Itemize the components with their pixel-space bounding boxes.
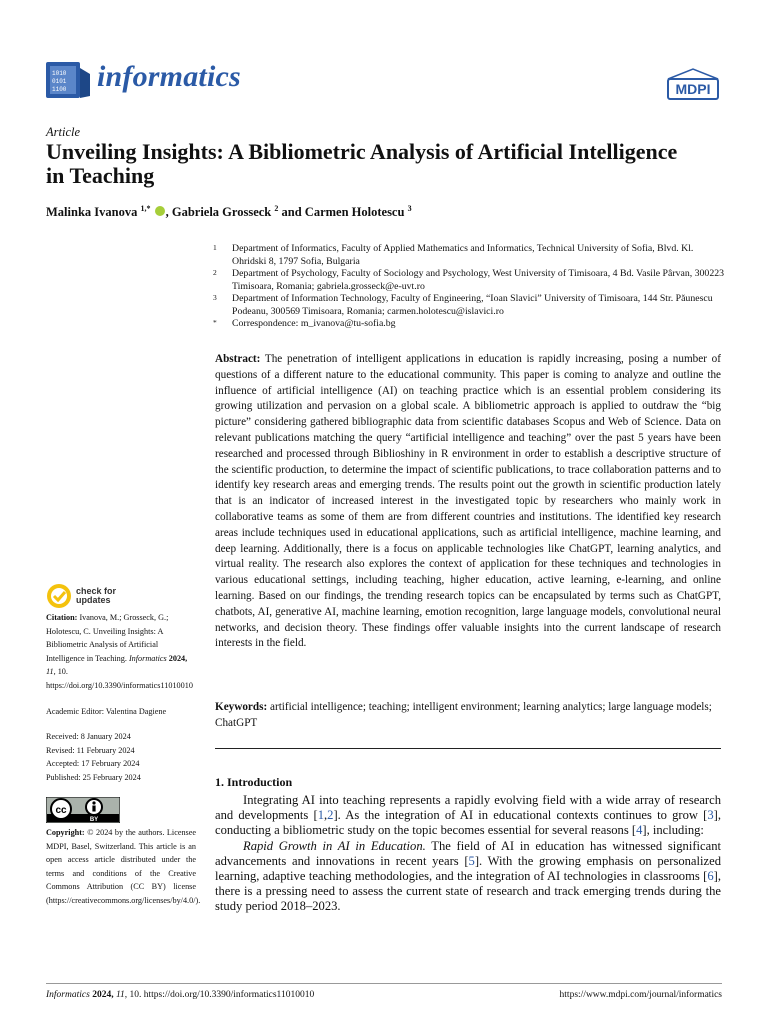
- mdpi-logo-text: MDPI: [675, 81, 711, 97]
- author-name: Carmen Holotescu: [304, 205, 405, 220]
- footer-citation: Informatics 2024, 11, 10. https://doi.org/10.3390/informatics11010010: [46, 990, 315, 1000]
- abstract-text: The penetration of intelligent applications in education is rapidly increasing, posing a number of questions of a different nature to the educational community. This paper is coming to analyze and outline the influence of artificial intelligence (AI) on teaching practice which is an essential problem considering its growing utilization and pervasion on a global scale. A bibliometric approach is applied to outdraw the “big picture” considering gathered bibliographic data from scientific databases Scopus and Web of Science. Data on relevant publications matching the query “artificial intelligence and teaching” over the past 5 years have been researched and processed through Biblioshiny in R environment in order to establish a descriptive structure of the scientific production, to determine the impact of scientific publications, to trace collaboration patterns and to identify key research areas and emerging trends. The results point out the growth in scientific production lately that is an indicator of increased interest in the investigated topic by researchers who mainly work in collaborative teams as some of them are from different countries and institutions. The identified key research areas include techniques used in educational applications, such as artificial intelligence, machine learning, and deep learning. Additionally, there is a focus on applicable technologies like ChatGPT, learning analytics, and virtual reality. The research also explores the context of application for these techniques and technologies in various educational settings, including teaching, higher education, active learning, e-learning, and online learning. Based on our findings, the trending research topics can be encapsulated by terms such as ChatGPT, chatbots, AI, generative AI, machine learning, emotion recognition, large language models, convolutional neural networks, and decision theory. These findings offer valuable insights into the current landscape of research interests in the field.: [215, 353, 721, 650]
- divider: [215, 748, 721, 749]
- svg-text:0101: 0101: [52, 78, 67, 85]
- journal-name: informatics: [97, 60, 241, 93]
- author-affil-sup: 3: [407, 204, 412, 213]
- check-updates-line2: updates: [76, 595, 111, 605]
- paragraph-text: ,: [324, 808, 328, 823]
- reference-link[interactable]: 2: [327, 808, 334, 823]
- body-paragraph: [215, 793, 721, 839]
- affiliation: 3 Department of Information Technology, Faculty of Engineering, “Ioan Slavici” University of Timisoara, 144 Str. Păunescu Podeanu, 300569 Timisoara, Romania; carmen.holotescu@islavici.ro: [213, 293, 713, 317]
- footer-journal-url[interactable]: https://www.mdpi.com/journal/informatics: [559, 990, 722, 1000]
- citation-block: [46, 611, 196, 692]
- svg-text:cc: cc: [55, 805, 67, 816]
- article-title: Unveiling Insights: A Bibliometric Analysis of Artificial Intelligence in Teaching: [46, 139, 678, 188]
- published-date: Published: 25 February 2024: [46, 772, 141, 782]
- reference-link[interactable]: 6: [707, 869, 714, 884]
- citation-doi[interactable]: 10. https://doi.org/10.3390/informatics11010010: [46, 667, 193, 690]
- check-for-updates-button[interactable]: [46, 583, 116, 609]
- author-affil-sup: 1,*: [140, 204, 151, 213]
- paragraph-text: ]. With the growing emphasis on personalized learning, adaptive teaching methodologies, and the integration of AI technologies in classrooms [: [215, 853, 721, 884]
- received-date: Received: 8 January 2024: [46, 732, 131, 741]
- copyright-text: © 2024 by the authors. Licensee MDPI, Basel, Switzerland. This article is an open access article distributed under the terms and conditions of the Creative Commons Attribution (CC BY) license (https://creativecommons.org/licenses/by/4.0/).: [46, 828, 201, 905]
- emphasis-text: Rapid Growth in AI in Education.: [243, 838, 426, 853]
- paragraph-text: ], there is a pressing need to assess the current state of research and track emerging trends during the study period 2018–2023.: [215, 869, 721, 914]
- affiliation-list: [210, 243, 725, 331]
- reference-link[interactable]: 3: [707, 808, 714, 823]
- journal-cover-icon: [44, 60, 92, 100]
- correspondence: * Correspondence: m_ivanova@tu-sofia.bg: [213, 318, 396, 329]
- reference-link[interactable]: 5: [468, 853, 475, 868]
- mdpi-logo: [664, 67, 722, 101]
- citation-label: Citation:: [46, 613, 78, 622]
- author-name: Gabriela Grosseck: [171, 205, 272, 220]
- body-paragraph: [215, 839, 721, 915]
- keywords-text: artificial intelligence; teaching; intelligent environment; learning analytics; large language models; ChatGPT: [215, 701, 712, 729]
- author-name: Malinka Ivanova: [46, 205, 138, 220]
- citation-journal: Informatics: [128, 653, 167, 663]
- svg-text:1010: 1010: [52, 70, 67, 77]
- affiliation: 1 Department of Informatics, Faculty of Applied Mathematics and Informatics, Technical University of Sofia, Blvd. Kl. Ohridski 8, 1797 Sofia, Bulgaria: [213, 243, 694, 267]
- check-updates-icon: [46, 583, 72, 609]
- svg-text:1100: 1100: [52, 86, 67, 93]
- keywords-label: Keywords:: [215, 701, 268, 713]
- footer-divider: [46, 983, 722, 984]
- academic-editor: Academic Editor: Valentina Dagiene: [46, 707, 167, 716]
- orcid-icon[interactable]: [155, 206, 165, 216]
- reference-link[interactable]: 4: [636, 823, 643, 838]
- reference-link[interactable]: 1: [317, 808, 325, 823]
- cc-badge-label: BY: [89, 817, 99, 823]
- dates-block: [46, 730, 196, 784]
- citation-year: 2024,: [168, 653, 188, 663]
- body-text: [215, 793, 721, 915]
- revised-date: Revised: 11 February 2024: [46, 745, 135, 755]
- abstract: [215, 352, 721, 652]
- copyright-block: [46, 826, 201, 907]
- affiliation: 2 Department of Psychology, Faculty of Sociology and Psychology, West University of Timisoara, 4 Bd. Vasile Pârvan, 300223 Timisoara, Romania; gabriela.grosseck@e-uvt.ro: [213, 268, 725, 292]
- author-affil-sup: 2: [274, 204, 279, 213]
- article-type: Article: [46, 125, 81, 139]
- footer-doi-link[interactable]: 10. https://doi.org/10.3390/informatics11010010: [129, 990, 315, 1000]
- cc-by-license-icon[interactable]: [46, 797, 120, 823]
- section-heading: 1. Introduction: [215, 775, 293, 789]
- paragraph-text: ], including:: [642, 823, 704, 838]
- author-list: Malinka Ivanova $^{1,*}$ , Gabriela Grosseck $^2$ and Carmen Holotescu $^3$: [46, 204, 412, 220]
- paragraph-text: The field of AI in education has witnessed significant advancements and innovations in recent years [: [215, 838, 722, 868]
- citation-text: Ivanova, M.; Grosseck, G.; Holotescu, C. Unveiling Insights: A Bibliometric Analysis of Artificial Intelligence in Teaching.: [46, 613, 169, 663]
- paragraph-text: Integrating AI into teaching represents a rapidly evolving field with a wide array of research and developments [: [215, 793, 721, 823]
- accepted-date: Accepted: 17 February 2024: [46, 759, 140, 768]
- paragraph-text: ], conducting a bibliometric study on the topic becomes essential for several reasons [: [215, 808, 722, 838]
- check-updates-line1: check for: [76, 586, 117, 596]
- abstract-label: Abstract:: [215, 353, 261, 365]
- keywords: [215, 700, 721, 731]
- citation-volume: 11,: [46, 667, 56, 676]
- copyright-label: Copyright:: [46, 828, 85, 837]
- paragraph-text: ]. As the integration of AI in educational contexts continues to grow [: [333, 808, 708, 823]
